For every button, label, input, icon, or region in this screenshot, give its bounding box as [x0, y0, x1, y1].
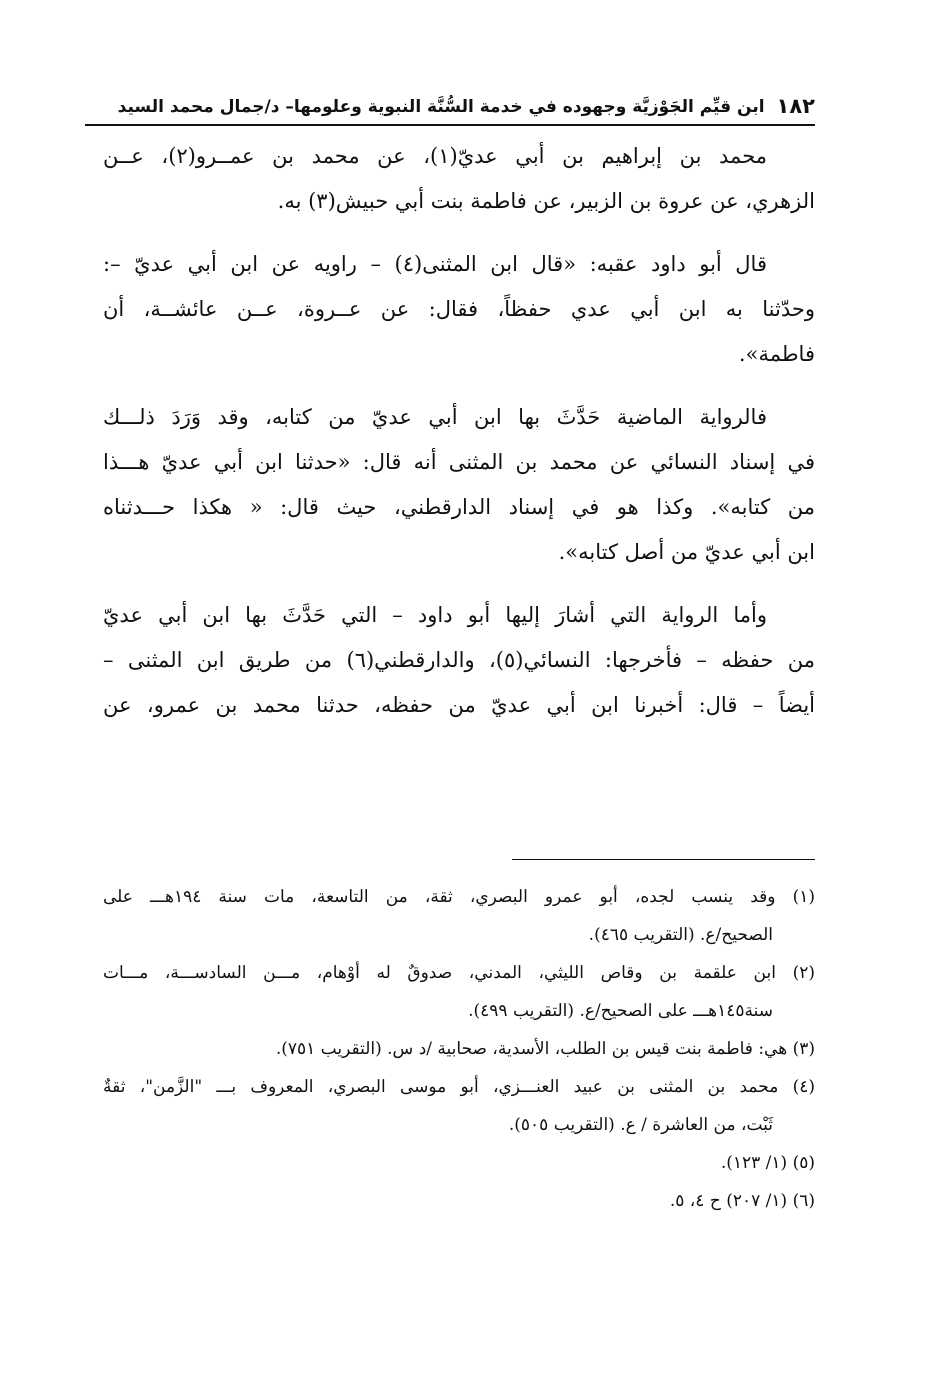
footnote-5	[103, 1144, 815, 1182]
paragraph	[103, 242, 815, 377]
page-number: ١٨٢	[776, 94, 815, 118]
running-header	[85, 84, 815, 126]
footnote-6	[103, 1182, 815, 1220]
text-line: فالرواية الماضية حَدَّثَ بها ابن أبي عديّ من كتابه، وقد وَرَدَ ذلـــك	[103, 405, 767, 429]
text-line: وحدّثنا به ابن أبي عدي حفظاً، فقال: عن عــروة، عــن عائشــة، أن	[103, 297, 815, 321]
paragraph	[103, 134, 815, 224]
footnote-line: (٦) (١/ ٢٠٧) ح ٤، ٥.	[669, 1191, 815, 1211]
text-line: فاطمة».	[738, 342, 815, 366]
text-line: من حفظه – فأخرجها: النسائي(٥)، والدارقطني(٦) من طريق ابن المثنى –	[103, 648, 815, 672]
text-line: محمد بن إبراهيم بن أبي عديّ(١)، عن محمد بن عمــرو(٢)، عــن	[103, 144, 767, 168]
footnote-line: (٥) (١/ ١٢٣).	[720, 1153, 815, 1173]
paragraph	[103, 593, 815, 728]
text-line: من كتابه». وكذا هو في إسناد الدارقطني، حيث قال: « هكذا حـــدثناه	[103, 495, 815, 519]
footnote-line: ثَبْت، من العاشرة / ع. (التقريب ٥٠٥).	[508, 1115, 773, 1135]
main-text	[103, 134, 815, 746]
text-line: أيضاً – قال: أخبرنا ابن أبي عديّ من حفظه، حدثنا محمد بن عمرو، عن	[103, 693, 815, 717]
footnote-line: (١) وقد ينسب لجده، أبو عمرو البصري، ثقة، من التاسعة، مات سنة ١٩٤هـــ على	[103, 887, 815, 907]
footnote-separator	[512, 859, 815, 860]
footnotes	[103, 878, 815, 1220]
footnote-1	[103, 878, 815, 954]
footnote-line: (٣) هي: فاطمة بنت قيس بن الطلب، الأسدية، صحابية /د س. (التقريب ٧٥١).	[275, 1039, 815, 1059]
footnote-line: (٢) ابن علقمة بن وقاص الليثي، المدني، صدوقٌ له أوْهام، مـــن السادســـة، مـــات	[103, 963, 815, 983]
text-line: في إسناد النسائي عن محمد بن المثنى أنه قال: «حدثنا ابن أبي عديّ هـــذا	[103, 450, 815, 474]
text-line: قال أبو داود عقبه: «قال ابن المثنى(٤) – راويه عن ابن أبي عديّ –:	[103, 252, 767, 276]
footnote-line: سنة١٤٥هـــ على الصحيح/ع. (التقريب ٤٩٩).	[468, 1001, 773, 1021]
text-line: ابن أبي عديّ من أصل كتابه».	[558, 540, 815, 564]
text-line: الزهري، عن عروة بن الزبير، عن فاطمة بنت أبي حبيش(٣) به.	[277, 189, 815, 213]
footnote-4	[103, 1068, 815, 1144]
footnote-3	[103, 1030, 815, 1068]
running-title: ابن قيِّم الجَوْزيَّة وجهوده في خدمة السُّنَّة النبوية وعلومها– د/جمال محمد السيد	[117, 97, 765, 117]
footnote-line: (٤) محمد بن المثنى بن عبيد العنـــزي، أبو موسى البصري، المعروف بـــ "الزَّمن"، ثقةٌ	[103, 1077, 815, 1097]
text-line: وأما الرواية التي أشارَ إليها أبو داود – التي حَدَّثَ بها ابن أبي عديّ	[103, 603, 767, 627]
paragraph	[103, 395, 815, 575]
footnote-2	[103, 954, 815, 1030]
footnote-line: الصحيح/ع. (التقريب ٤٦٥).	[588, 925, 773, 945]
